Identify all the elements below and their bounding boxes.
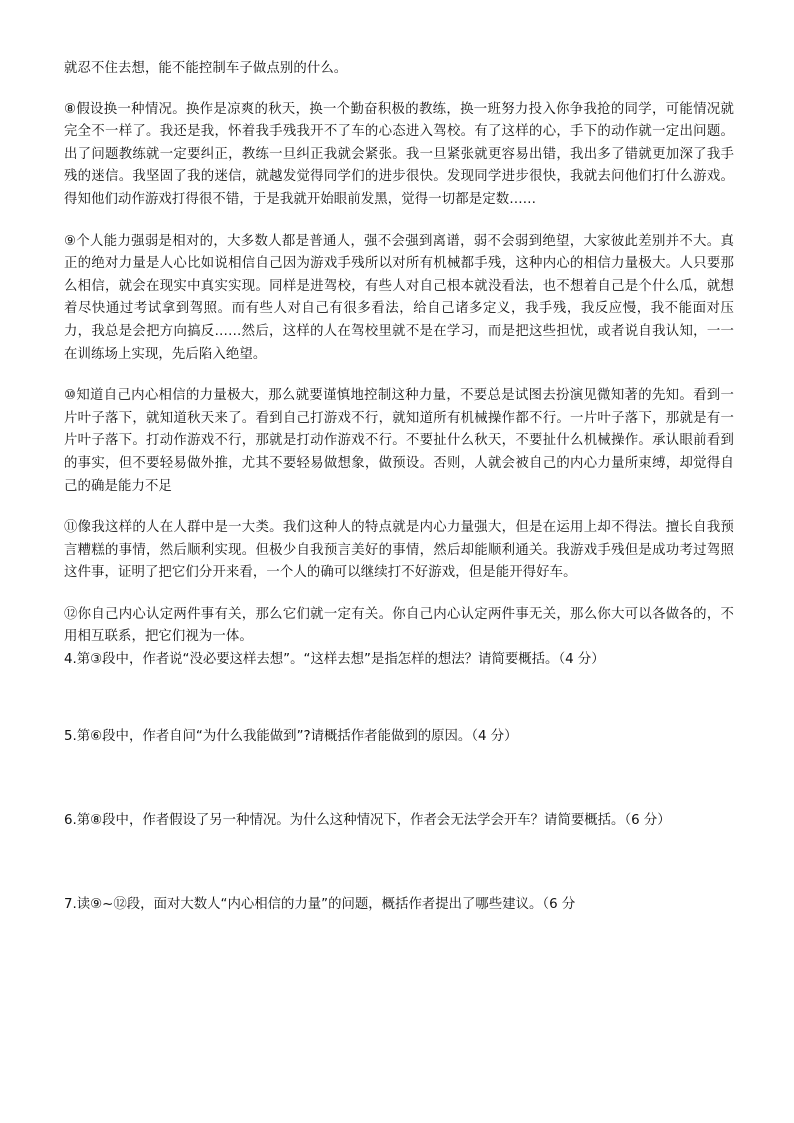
question-6: 6.第⑧段中，作者假设了另一种情况。为什么这种情况下，作者会无法学会开车？请简要概括。（6 分）	[64, 813, 671, 829]
document-page	[64, 58, 734, 916]
question-4: 4.第③段中，作者说“没必要这样去想”。“这样去想”是指怎样的想法？请简要概括。（4 分）	[64, 652, 605, 668]
paragraph-11: ⑪像我这样的人在人群中是一大类。我们这种人的特点就是内心力量强大，但是在运用上却不得法。擅长自我预言糟糕的事情，然后顺利实现。但极少自我预言美好的事情，然后却能顺利通关。我游戏手残但是成功考过驾照这件事，证明了把它们分开来看，一个人的确可以继续打不好游戏，但是能开得好车。	[64, 520, 734, 581]
question-5: 5.第⑥段中，作者自问“为什么我能做到”?请概括作者能做到的原因。（4 分）	[64, 728, 518, 744]
paragraph-continued: 就忍不住去想，能不能控制车子做点别的什么。	[64, 61, 348, 76]
paragraph-9: ⑨个人能力强弱是相对的，大多数人都是普通人，强不会强到离谱，弱不会弱到绝望，大家彼此差别并不大。真正的绝对力量是人心比如说相信自己因为游戏手残所以对所有机械都手残，这种内心的相信力量极大。人只要那么相信，就会在现实中真实实现。同样是进驾校，有些人对自己根本就没看法，也不想着自己是个什么瓜，就想着尽快通过考试拿到驾照。而有些人对自己有很多看法，给自己诸多定义，我手残，我反应慢，我不能面对压力，我总是会把方向搞反……然后，这样的人在驾校里就不是在学习，而是把这些担忧，或者说自我认知，一一在训练场上实现，先后陷入绝望。	[64, 233, 734, 362]
paragraph-12: ⑫你自己内心认定两件事有关，那么它们就一定有关。你自己内心认定两件事无关，那么你大可以各做各的，不用相互联系，把它们视为一体。	[64, 606, 734, 645]
answer-space-4	[64, 672, 734, 726]
answer-space-5	[64, 748, 734, 810]
paragraph-8: ⑧假设换一种情况。换作是凉爽的秋天，换一个勤奋积极的教练，换一班努力投入你争我抢的同学，可能情况就完全不一样了。我还是我，怀着我手残我开不了车的心态进入驾校。有了这样的心，手下的动作就一定出问题。出了问题教练就一定要纠正，教练一旦纠正我就会紧张。我一旦紧张就更容易出错，我出多了错就更加深了我手残的迷信。我坚固了我的迷信，就越发觉得同学们的进步很快。发现同学进步很快，我就去问他们打什么游戏。得知他们动作游戏打得很不错，于是我就开始眼前发黑，觉得一切都是定数……	[64, 101, 734, 207]
answer-space-6	[64, 833, 734, 894]
paragraph-10: ⑩知道自己内心相信的力量极大，那么就要谨慎地控制这种力量，不要总是试图去扮演见微知著的先知。看到一片叶子落下，就知道秋天来了。看到自己打游戏不行，就知道所有机械操作都不行。一片叶子落下，那就是有一片叶子落下。打动作游戏不行，那就是打动作游戏不行。不要扯什么秋天，不要扯什么机械操作。承认眼前看到的事实，但不要轻易做外推，尤其不要轻易做想象，做预设。否则，人就会被自己的内心力量所束缚，却觉得自己的确是能力不足	[64, 388, 734, 494]
question-7: 7.读⑨~⑫段，面对大数人“内心相信的力量”的问题，概括作者提出了哪些建议。（6 分	[64, 896, 576, 912]
